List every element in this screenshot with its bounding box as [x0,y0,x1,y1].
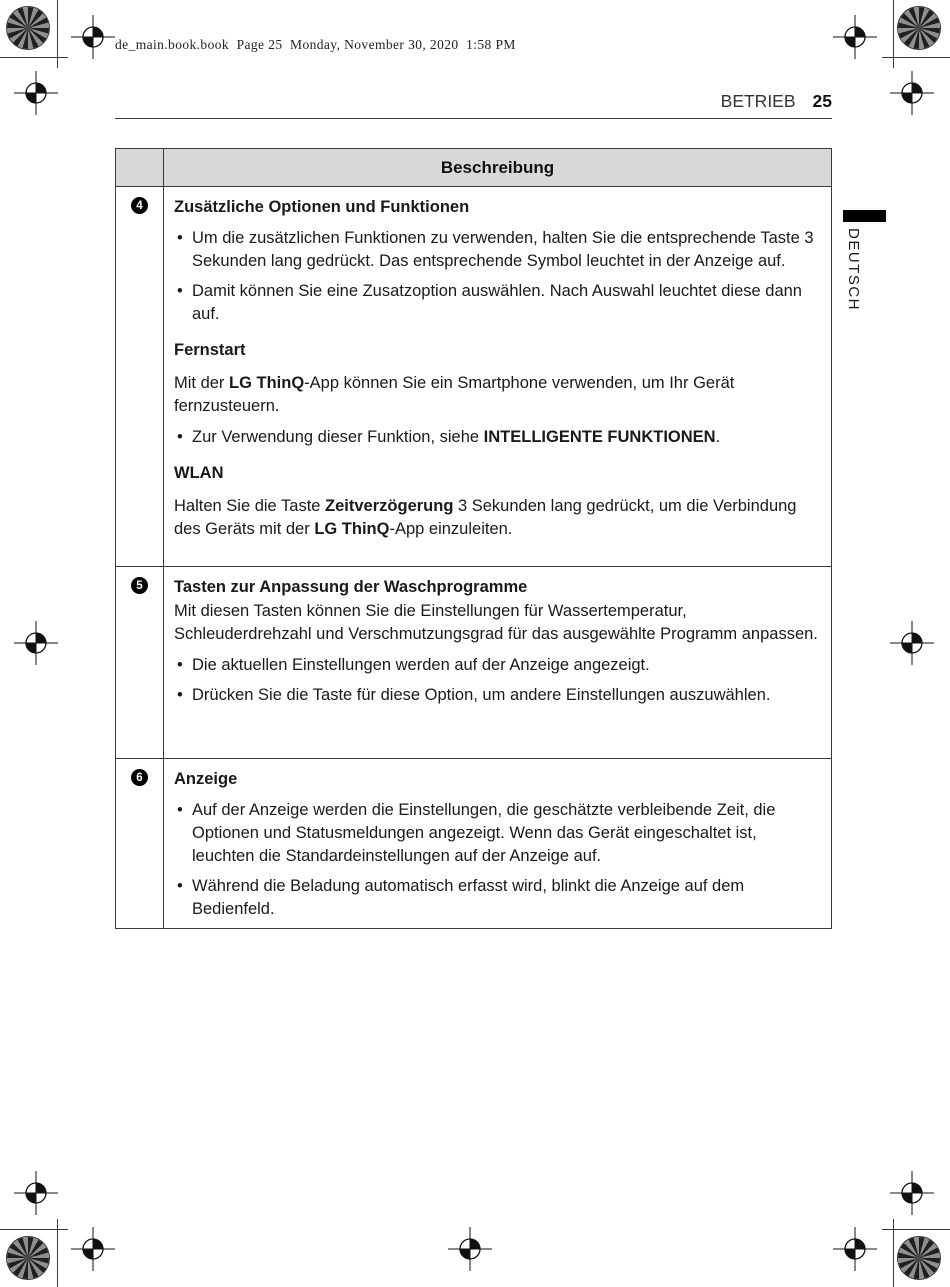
text-segment: Zeitverzögerung [325,497,454,515]
registration-target-icon [833,15,877,59]
text-segment: Zusätzliche Optionen und Funktionen [174,198,470,216]
text-segment: Tasten zur Anpassung der Waschprogramme [174,578,528,596]
text-segment: Während die Beladung automatisch erfasst wird, blinkt die Anzeige auf dem Bedienfeld. [192,877,745,918]
row-number-cell [116,567,164,758]
table-header-row [116,149,831,187]
text-segment: Mit diesen Tasten können Sie die Einstellungen für Wassertemperatur, Schleuderdrehzahl und Verschmutzungsgrad für das ausgewählte Programm anpassen. [174,602,818,643]
registration-target-icon [14,71,58,115]
crop-mark-line [882,57,950,58]
bullet-marker: • [177,229,183,247]
crop-mark-line [0,57,68,58]
bullet-marker: • [177,428,183,446]
text-block-bullet [174,426,821,449]
bullet-text [192,684,770,707]
row-number-badge: 6 [131,769,148,786]
text-block-bullet [174,227,821,273]
text-segment: Auf der Anzeige werden die Einstellungen, die geschätzte verbleibende Zeit, die Optionen und Statusmeldungen angezeigt. Wenn das Gerät eingeschaltet ist, leuchten die Standardeinstellungen auf der Anzeige auf. [192,801,776,865]
page-section-title: BETRIEB [720,91,796,111]
text-block-heading [174,196,821,219]
text-segment: Damit können Sie eine Zusatzoption auswählen. Nach Auswahl leuchtet diese dann auf. [192,282,802,323]
registration-target-icon [890,71,934,115]
text-segment: Anzeige [174,770,238,788]
language-tab-bar [843,210,886,222]
row-number-cell [116,759,164,928]
text-segment: . [715,428,721,446]
text-segment: -App einzuleiten. [389,520,513,538]
text-block-paragraph [174,495,821,541]
text-segment: 3 Sekunden lang gedrückt, um die Verbindung des Geräts mit der [174,497,797,538]
registration-pinwheel-icon [7,1237,49,1279]
crop-mark-line [882,1229,950,1230]
bullet-marker: • [177,801,183,819]
page-header [115,91,832,112]
row-number-badge: 4 [131,197,148,214]
text-segment: Halten Sie die Taste [174,497,326,515]
text-segment: Mit der [174,374,230,392]
text-block-heading [174,576,821,599]
bullet-text [192,280,821,326]
registration-pinwheel-icon [898,7,940,49]
content-table [115,148,832,929]
text-block-subheading [174,339,821,362]
text-segment: LG ThinQ [314,520,390,538]
text-block-subheading [174,462,821,485]
text-segment: WLAN [174,464,224,482]
text-segment: Um die zusätzlichen Funktionen zu verwenden, halten Sie die entsprechende Taste 3 Sekunden lang gedrückt. Das entsprechende Symbol leuchtet in der Anzeige auf. [192,229,814,270]
registration-pinwheel-icon [898,1237,940,1279]
registration-target-icon [890,1171,934,1215]
registration-target-icon [71,1227,115,1271]
bullet-text [192,799,821,868]
table-row [116,187,831,567]
bullet-marker: • [177,282,183,300]
text-block-paragraph [174,372,821,418]
table-rows [116,187,831,928]
text-block-bullet [174,654,821,677]
header-rule [115,118,832,119]
registration-target-icon [14,621,58,665]
row-content-cell [164,759,831,928]
registration-pinwheel-icon [7,7,49,49]
table-row [116,759,831,928]
registration-target-icon [833,1227,877,1271]
table-header-label: Beschreibung [440,157,555,177]
text-segment: INTELLIGENTE FUNKTIONEN [483,428,716,446]
crop-mark-line [0,1229,68,1230]
registration-target-icon [14,1171,58,1215]
bullet-text [192,654,650,677]
bullet-text [192,227,821,273]
language-tab-label: DEUTSCH [845,228,862,312]
registration-target-icon [71,15,115,59]
text-segment: Drücken Sie die Taste für diese Option, um andere Einstellungen auszuwählen. [192,686,771,704]
bullet-marker: • [177,686,183,704]
bullet-text [192,875,821,921]
text-block-heading [174,768,821,791]
row-number-cell [116,187,164,566]
row-content-cell [164,567,831,758]
text-block-bullet [174,799,821,868]
text-segment: Die aktuellen Einstellungen werden auf der Anzeige angezeigt. [192,656,650,674]
text-block-bullet [174,280,821,326]
text-block-paragraph [174,600,821,646]
page-number: 25 [812,91,832,111]
text-segment: LG ThinQ [229,374,305,392]
registration-target-icon [890,621,934,665]
row-number-badge: 5 [131,577,148,594]
text-segment: Zur Verwendung dieser Funktion, siehe [192,428,484,446]
bullet-text [192,426,720,449]
table-row [116,567,831,759]
bullet-marker: • [177,877,183,895]
text-segment: -App können Sie ein Smartphone verwenden, um Ihr Gerät fernzusteuern. [174,374,735,415]
row-content-cell [164,187,831,566]
registration-target-icon [448,1227,492,1271]
text-segment: Fernstart [174,341,246,359]
bullet-marker: • [177,656,183,674]
table-header-number-cell [116,149,164,186]
text-block-bullet [174,684,821,707]
print-slug: de_main.book.book Page 25 Monday, November 30, 2020 1:58 PM [115,37,516,52]
text-block-bullet [174,875,821,921]
